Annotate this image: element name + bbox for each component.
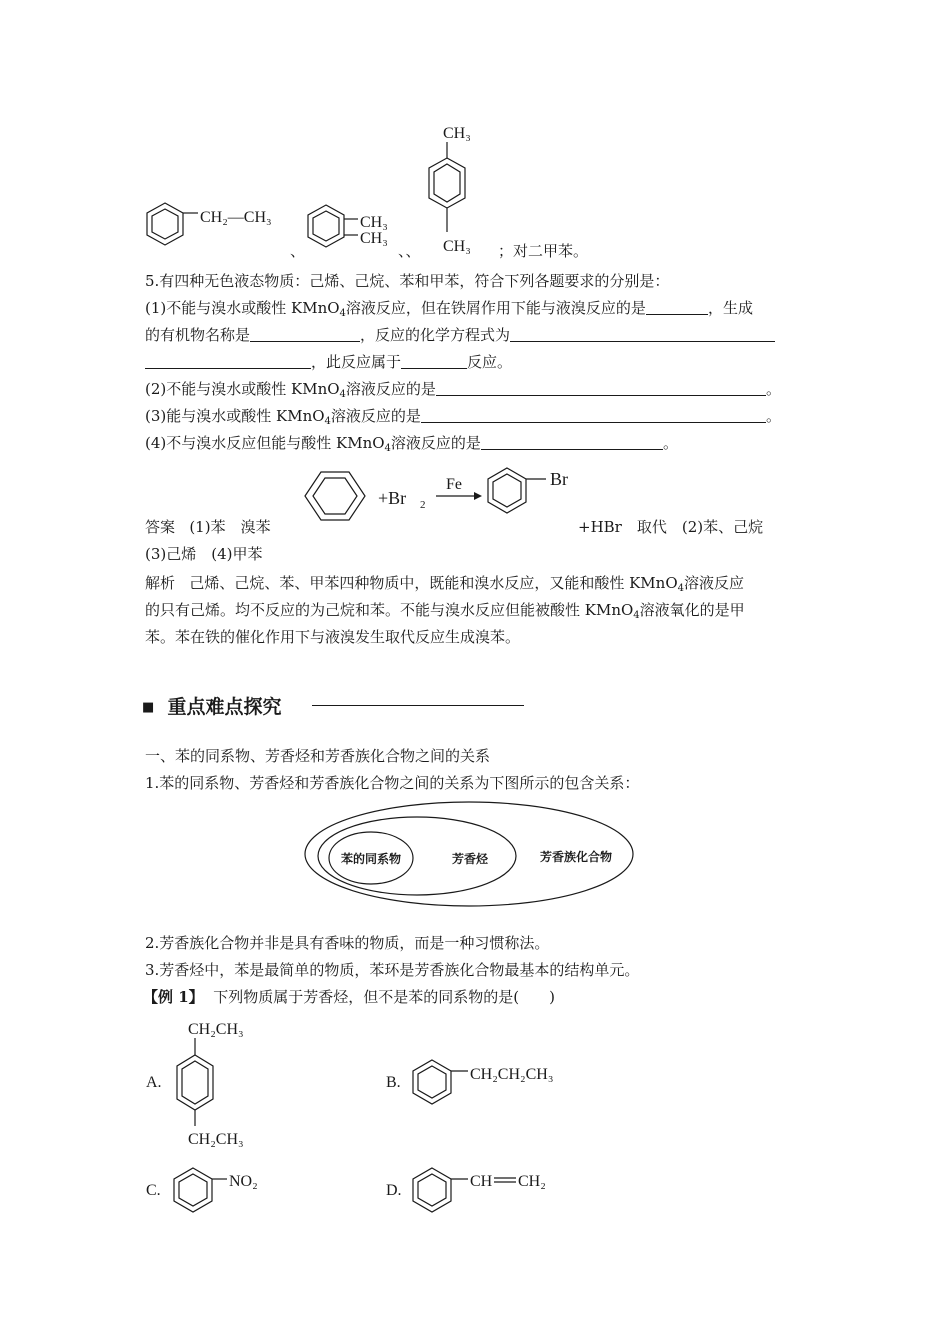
analysis-line3: 苯。苯在铁的催化作用下与液溴发生取代反应生成溴苯。: [145, 628, 521, 646]
section-title: 重点难点探究: [167, 696, 282, 718]
q5-part3: (3)能与溴水或酸性 KMnO$_4$溶液反应的是 。: [145, 407, 781, 427]
example1-question: 【例 1】 下列物质属于芳香烃，但不是苯的同系物的是( ): [143, 988, 555, 1006]
answer-tail: +HBr 取代 (2)苯、己烷: [578, 518, 764, 536]
option-d-ch2: CH₂: [518, 1173, 546, 1190]
ethylbenzene-label: CH₂—CH₃: [200, 209, 272, 226]
br2-subscript: 2: [420, 499, 426, 511]
q5-part1-line3: ，此反应属于 反应。: [145, 351, 512, 373]
option-a-bottom: CH₂CH₃: [188, 1131, 244, 1148]
option-b-chain: CH₂CH₂CH₃: [470, 1066, 554, 1083]
ethylbenzene-structure: [0, 0, 950, 260]
inclusion-diagram: [0, 800, 950, 910]
p-xylene-bottom-label: CH₃: [443, 238, 471, 255]
part1-p3: 3.芳香烃中，苯是最简单的物质，苯环是芳香族化合物最基本的结构单元。: [145, 961, 640, 979]
section-marker: ■: [142, 700, 155, 715]
option-b-label: B.: [386, 1074, 401, 1091]
p-xylene-top-label: CH₃: [443, 125, 471, 142]
separator-1: 、: [290, 242, 306, 260]
option-c-group: NO₂: [229, 1173, 258, 1190]
catalyst-fe: Fe: [446, 476, 462, 493]
q5-part4: (4)不与溴水反应但能与酸性 KMnO$_4$溶液反应的是 。: [145, 434, 678, 454]
product-br: Br: [550, 469, 568, 489]
venn-inner-label: 苯的同系物: [340, 852, 402, 866]
q5-blank-2[interactable]: [250, 326, 360, 342]
separator-2: 、、: [398, 242, 421, 260]
venn-middle-label: 芳香烃: [451, 852, 489, 866]
q5-blank-8[interactable]: [481, 434, 663, 450]
part1-p2: 2.芳香族化合物并非是具有香味的物质，而是一种习惯称法。: [145, 934, 550, 952]
section-rule: [312, 705, 524, 706]
part1-heading: 一、苯的同系物、芳香烃和芳香族化合物之间的关系: [145, 747, 491, 765]
option-d-ch: CH: [470, 1173, 493, 1190]
p-xylene-name: ；对二甲苯。: [498, 242, 589, 260]
answer-line2: (3)己烯 (4)甲苯: [145, 545, 263, 563]
part1-p1: 1.苯的同系物、芳香烃和芳香族化合物之间的关系为下图所示的包含关系：: [145, 774, 640, 792]
q5-blank-1[interactable]: [646, 299, 708, 315]
venn-outer-label: 芳香族化合物: [539, 850, 613, 864]
option-a-label: A.: [146, 1074, 162, 1091]
q5-blank-4[interactable]: [145, 353, 311, 369]
option-a-top: CH₂CH₃: [188, 1021, 244, 1038]
section-header: [142, 692, 282, 719]
o-xylene-label-1: CH₃: [360, 214, 388, 231]
q5-part1-line1: (1)不能与溴水或酸性 KMnO$_4$溶液反应，但在铁屑作用下能与液溴反应的是 ，生成: [145, 299, 753, 319]
option-c-label: C.: [146, 1182, 161, 1199]
analysis-line2: 的只有己烯。均不反应的为己烷和苯。不能与溴水反应但能被酸性 KMnO$_4$溶液氧化的是甲: [145, 601, 745, 621]
analysis-line1: 解析 己烯、己烷、苯、甲苯四种物质中，既能和溴水反应，又能和酸性 KMnO$_4$溶液反应: [145, 574, 745, 594]
answer-line1: 答案 (1)苯 溴苯: [145, 518, 271, 536]
q5-stem: 5.有四种无色液态物质：己烯、己烷、苯和甲苯，符合下列各题要求的分别是：: [145, 272, 670, 290]
o-xylene-label-2: CH₃: [360, 230, 388, 247]
bromination-equation: [0, 460, 950, 540]
plus-br2: +Br: [378, 488, 407, 508]
q5-blank-5[interactable]: [401, 353, 467, 369]
option-d-label: D.: [386, 1182, 402, 1199]
q5-part1-line2: 的有机物名称是 ，反应的化学方程式为: [145, 324, 775, 346]
q5-part2: (2)不能与溴水或酸性 KMnO$_4$溶液反应的是 。: [145, 380, 781, 400]
q5-blank-7[interactable]: [421, 407, 766, 423]
example1-options: [0, 1010, 950, 1230]
q5-blank-6[interactable]: [436, 380, 766, 396]
q5-blank-3[interactable]: [510, 326, 775, 342]
